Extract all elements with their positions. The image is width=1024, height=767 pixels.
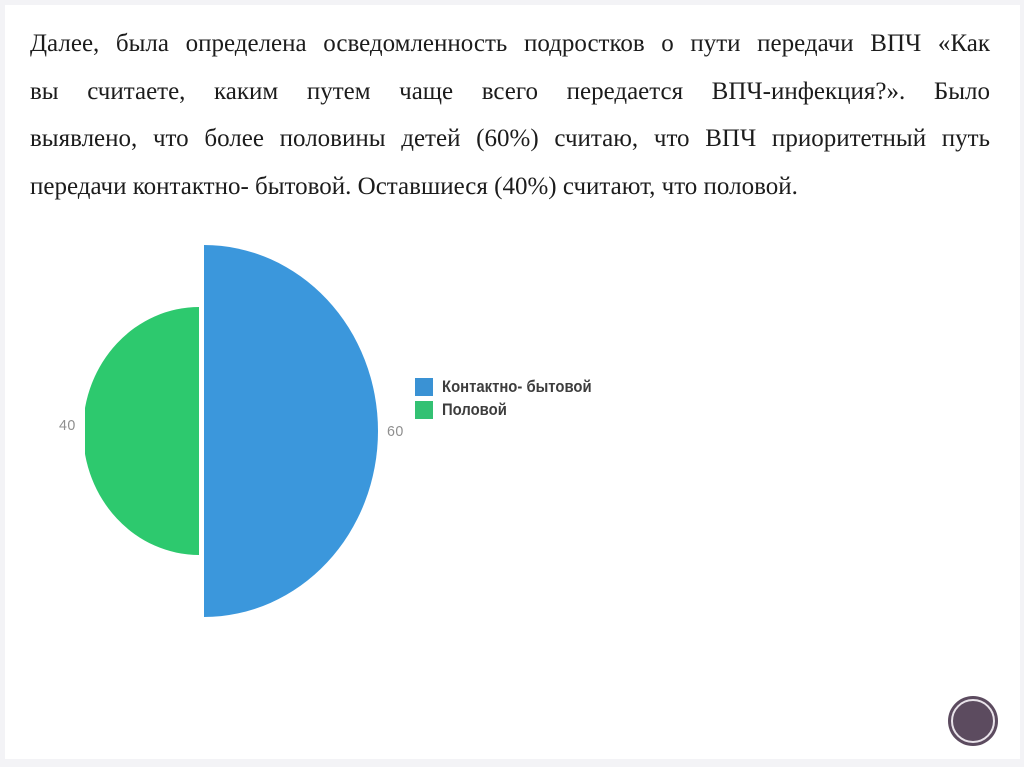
legend-item [415, 401, 608, 419]
legend-item [415, 378, 608, 396]
paragraph-line: выявлено, что более половины детей (60%) считаю, что ВПЧ приоритетный путь [30, 125, 990, 152]
pie-value-label-right: 60 [387, 423, 404, 440]
pie-value-label-left: 40 [59, 417, 76, 434]
chart-legend [415, 378, 608, 424]
legend-label: Контактно- бытовой [442, 377, 592, 396]
seal-emblem [948, 696, 998, 746]
seal-emblem-ring [951, 699, 995, 743]
pie-slice-left [85, 307, 199, 555]
legend-swatch-blue [415, 378, 433, 396]
pie-chart-svg [85, 244, 381, 618]
legend-swatch-green [415, 401, 433, 419]
legend-label: Половой [442, 400, 507, 419]
slide-paragraph [30, 20, 990, 210]
paragraph-line: Далее, была определена осведомленность подростков о пути передачи ВПЧ «Как [30, 30, 990, 57]
pie-slice-right [204, 245, 378, 617]
paragraph-line: вы считаете, каким путем чаще всего передается ВПЧ-инфекция?». Было [30, 77, 990, 105]
paragraph-line: передачи контактно- бытовой. Оставшиеся (40%) считают, что половой. [30, 172, 798, 200]
